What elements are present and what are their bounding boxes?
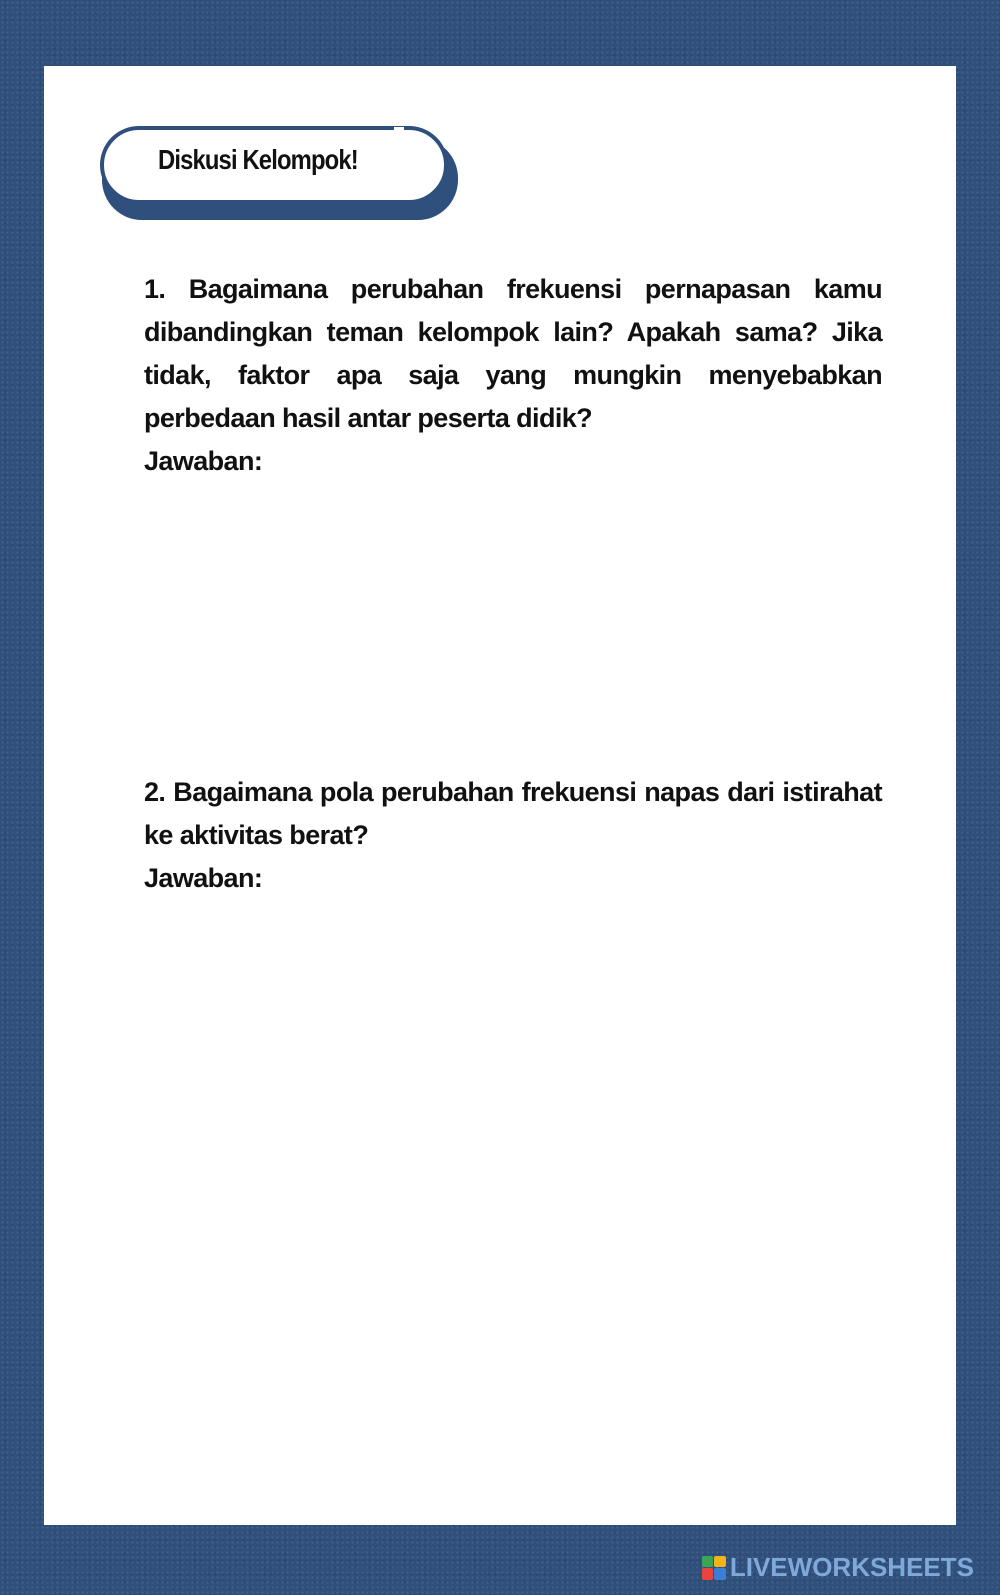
logo-square-green bbox=[702, 1556, 714, 1568]
question-2-text: 2. Bagaimana pola perubahan frekuensi napas dari istirahat ke aktivitas berat? bbox=[144, 777, 882, 850]
page-title: Diskusi Kelompok! bbox=[158, 144, 358, 175]
watermark-text: LIVEWORKSHEETS bbox=[729, 1552, 974, 1582]
logo-square-red bbox=[702, 1568, 714, 1580]
question-1-text: 1. Bagaimana perubahan frekuensi pernapasan kamu dibandingkan teman kelompok lain? Apakah sama? Jika tidak, faktor apa saja yang mungkin menyebabkan perbedaan hasil antar peserta didik? bbox=[144, 274, 882, 433]
liveworksheets-logo-icon bbox=[702, 1556, 726, 1580]
logo-square-yellow bbox=[714, 1556, 726, 1568]
question-1-answer-label: Jawaban: bbox=[144, 446, 263, 476]
logo-square-blue bbox=[714, 1568, 726, 1580]
liveworksheets-watermark bbox=[702, 1552, 974, 1583]
title-badge-gap bbox=[394, 127, 404, 135]
question-2-answer-label: Jawaban: bbox=[144, 863, 263, 893]
worksheet-page bbox=[44, 66, 956, 1525]
title-badge bbox=[100, 126, 460, 222]
